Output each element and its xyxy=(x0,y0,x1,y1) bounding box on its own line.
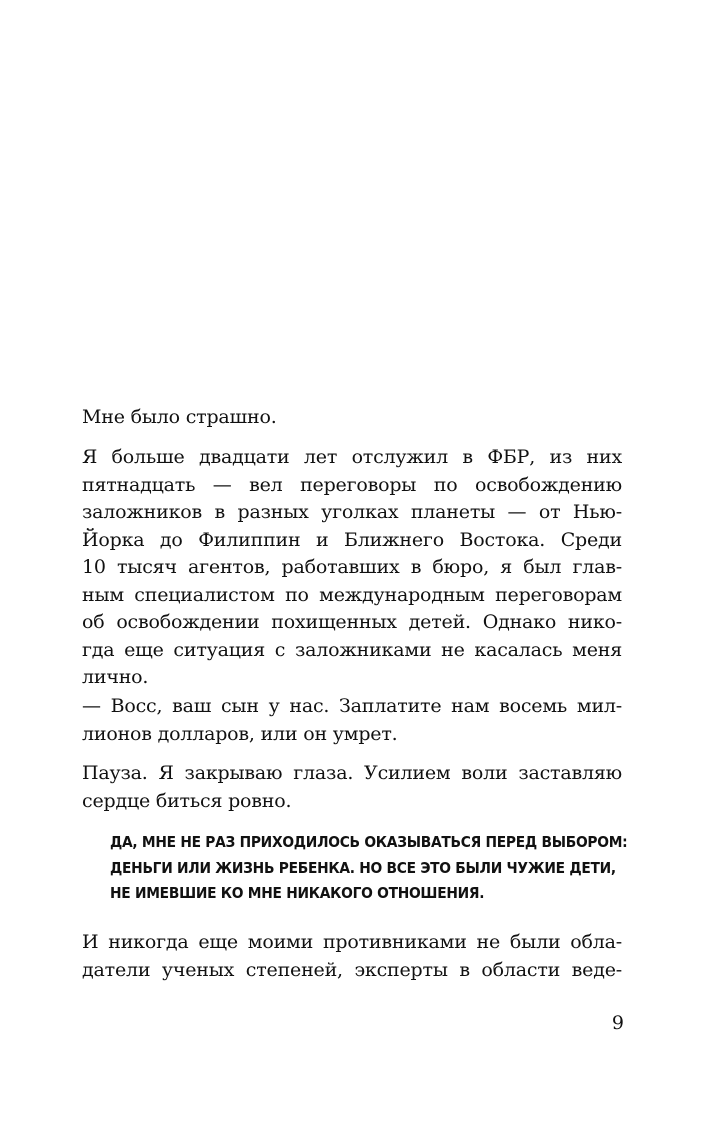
paragraph-line: лично. xyxy=(82,666,149,688)
paragraph-1 xyxy=(82,404,622,432)
paragraph-line: лионов долларов, или он умрет. xyxy=(82,722,398,745)
callout-quote xyxy=(110,830,628,907)
callout-line: ДА, МНЕ НЕ РАЗ ПРИХОДИЛОСЬ ОКАЗЫВАТЬСЯ ПЕРЕД ВЫБОРОМ: xyxy=(110,833,628,851)
paragraph-line: об освобождении похищенных детей. Однако нико- xyxy=(82,611,622,633)
paragraph-line: заложников в разных уголках планеты — от Нью- xyxy=(82,501,622,523)
page-number: 9 xyxy=(611,1012,624,1034)
paragraph-line: сердце биться ровно. xyxy=(82,789,292,812)
paragraph-line: пятнадцать — вел переговоры по освобождению xyxy=(82,473,622,496)
paragraph-5 xyxy=(82,929,622,984)
callout-line: ДЕНЬГИ ИЛИ ЖИЗНЬ РЕБЕНКА. НО ВСЕ ЭТО БЫЛИ ЧУЖИЕ ДЕТИ, xyxy=(110,858,616,877)
paragraph-line: Йорка до Филиппин и Ближнего Востока. Среди xyxy=(82,528,622,551)
paragraph-line: Я больше двадцати лет отслужил в ФБР, из них xyxy=(82,446,622,468)
paragraph-line: ным специалистом по международным переговорам xyxy=(82,583,622,606)
paragraph-2 xyxy=(82,444,622,692)
paragraph-line: датели ученых степеней, эксперты в области веде- xyxy=(82,958,622,981)
paragraph-line: 10 тысяч агентов, работавших в бюро, я был глав- xyxy=(82,556,622,578)
paragraph-line: Мне было страшно. xyxy=(82,406,277,428)
paragraph-line: — Восс, ваш сын у нас. Заплатите нам восемь мил- xyxy=(82,695,622,717)
callout-line: НЕ ИМЕВШИЕ КО МНЕ НИКАКОГО ОТНОШЕНИЯ. xyxy=(110,884,485,902)
paragraph-3 xyxy=(82,693,622,748)
paragraph-line: гда еще ситуация с заложниками не касалась меня xyxy=(82,638,622,661)
paragraph-4 xyxy=(82,760,622,815)
paragraph-line: И никогда еще моими противниками не были обла- xyxy=(82,931,622,953)
paragraph-line: Пауза. Я закрываю глаза. Усилием воли заставляю xyxy=(82,762,622,784)
